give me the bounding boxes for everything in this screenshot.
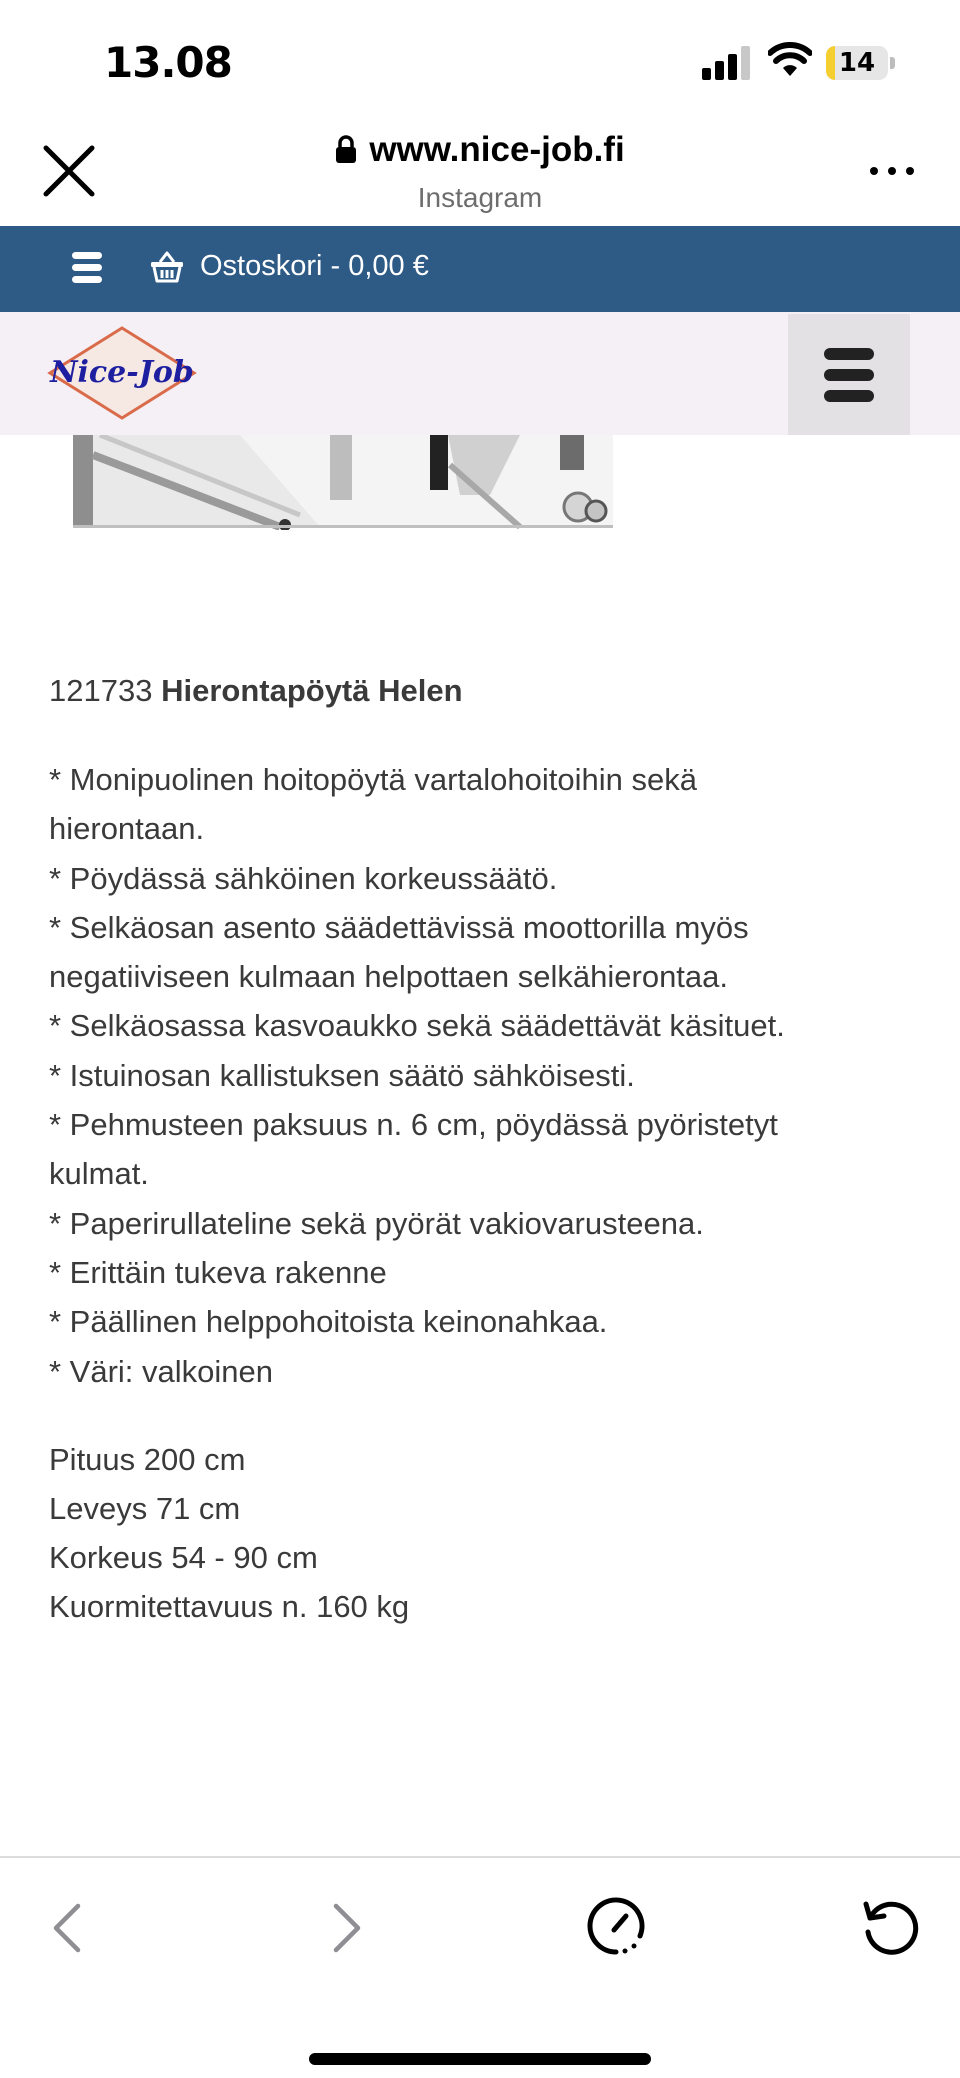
list-item: * Erittäin tukeva rakenne (49, 1254, 387, 1290)
list-item: hierontaan. (49, 811, 205, 847)
site-logo[interactable] (46, 324, 198, 422)
battery-icon (826, 46, 888, 80)
list-item: Korkeus 54 - 90 cm (49, 1539, 318, 1575)
svg-text:Nice-Job: Nice-Job (50, 355, 194, 390)
lock-icon (335, 135, 357, 163)
product-description (49, 667, 919, 1631)
list-item: Pituus 200 cm (49, 1441, 246, 1477)
list-item: Kuormitettavuus n. 160 kg (49, 1588, 410, 1624)
hamburger-icon-bar (824, 390, 874, 402)
list-item: * Pöydässä sähköinen korkeussäätö. (49, 860, 558, 896)
url-text: www.nice-job.fi (369, 130, 625, 169)
product-title (49, 667, 919, 715)
list-item: * Monipuolinen hoitopöytä vartalohoitoihin sekä (49, 762, 697, 797)
url-display[interactable] (0, 130, 960, 170)
list-item: Leveys 71 cm (49, 1490, 241, 1526)
list-menu-icon[interactable] (70, 248, 106, 288)
site-header (0, 312, 960, 435)
main-menu-button[interactable] (788, 314, 910, 435)
reload-icon[interactable] (860, 1896, 920, 1956)
forward-icon[interactable] (314, 1898, 374, 1958)
list-item: * Päällinen helppohoitoista keinonahkaa. (49, 1304, 608, 1340)
hamburger-icon-bar (824, 348, 874, 360)
basket-icon[interactable] (150, 250, 184, 284)
hamburger-icon-bar (824, 369, 874, 381)
feature-list (49, 755, 919, 1396)
battery-nub (890, 57, 895, 69)
product-code: 121733 (49, 673, 153, 708)
list-item: * Selkäosassa kasvoaukko sekä säädettävät käsituet. (49, 1008, 785, 1044)
list-item: kulmat. (49, 1156, 149, 1192)
more-icon[interactable] (862, 156, 922, 186)
list-item: * Pehmusteen paksuus n. 6 cm, pöydässä pyöristetyt (49, 1107, 778, 1143)
battery-level: 14 (838, 48, 876, 78)
url-source: Instagram (417, 182, 543, 213)
home-indicator (309, 2053, 651, 2065)
spec-list (49, 1435, 919, 1631)
speedometer-icon[interactable] (586, 1896, 646, 1956)
status-time: 13.08 (104, 38, 232, 87)
battery-indicator (826, 46, 896, 80)
product-image (0, 435, 960, 530)
browser-bar (0, 130, 960, 226)
list-item: * Väri: valkoinen (49, 1353, 274, 1389)
list-item: * Selkäosan asento säädettävissä moottorilla myös (49, 909, 749, 945)
browser-toolbar (0, 1856, 960, 2078)
wifi-icon (768, 42, 812, 78)
list-item: negatiiviseen kulmaan helpottaen selkähierontaa. (49, 959, 729, 995)
product-name: Hierontapöytä Helen (161, 673, 463, 708)
status-bar (0, 0, 960, 130)
list-item: * Paperirullateline sekä pyörät vakiovarusteena. (49, 1205, 704, 1241)
back-icon[interactable] (40, 1898, 100, 1958)
cellular-signal-icon (700, 46, 754, 80)
list-item: * Istuinosan kallistuksen säätö sähköisesti. (49, 1057, 635, 1093)
cart-link[interactable]: Ostoskori - 0,00 € (200, 250, 429, 282)
shop-bar (0, 226, 960, 312)
